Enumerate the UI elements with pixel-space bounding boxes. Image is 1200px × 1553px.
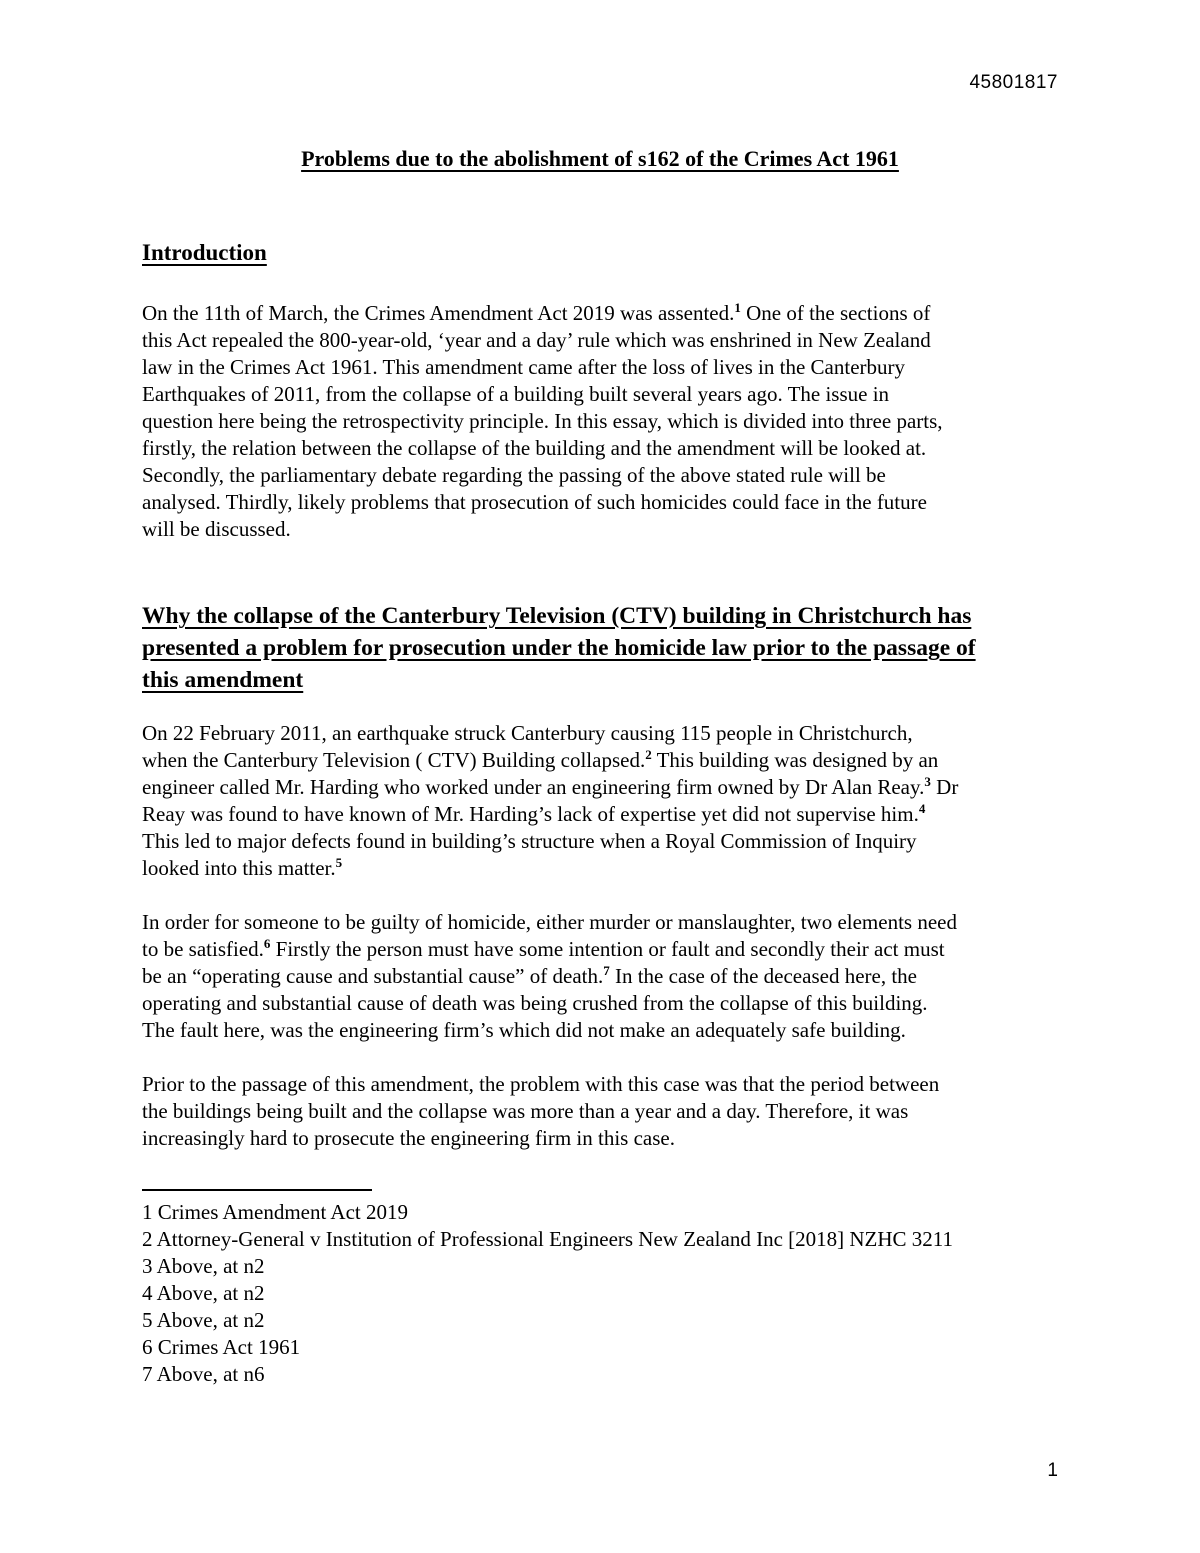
footnote-ref: 6 <box>263 936 271 951</box>
footnote-3: 3 Above, at n2 <box>142 1254 265 1278</box>
text-segment: On 22 February 2011, an earthquake struck Canterbury causing 115 people in Christchurch, when the Canterbury Television ( CTV) Building collapsed. <box>142 721 913 772</box>
footnote-ref: 4 <box>918 801 926 816</box>
ctv-collapse-paragraph <box>142 720 1058 882</box>
student-id: 45801817 <box>969 72 1058 93</box>
footnotes-list <box>142 1199 1058 1388</box>
page-number: 1 <box>1047 1460 1058 1481</box>
footnote-ref: 3 <box>924 774 931 789</box>
text-segment: This building was designed by an engineer called Mr. Harding who worked under an engineering firm owned by Dr Alan Reay. <box>142 748 939 799</box>
footnote-2: 2 Attorney-General v Institution of Professional Engineers New Zealand Inc [2018] NZHC 3211 <box>142 1227 954 1251</box>
text-segment: One of the sections of this Act repealed the 800-year-old, ‘year and a day’ rule which was enshrined in New Zealand law in the Crimes Act 1961. This amendment came after the loss of lives in the Canterbury Earthquakes of 2011, from the collapse of a building built several years ago. The issue in question here being the retrospectivity principle. In this essay, which is divided into three parts, firstly, the relation between the collapse of the building and the amendment will be looked at. Secondly, the parliamentary debate regarding the passing of the above stated rule will be analysed. Thirdly, likely problems that prosecution of such homicides could face in the future will be discussed. <box>142 301 943 541</box>
text-segment: This led to major defects found in building’s structure when a Royal Commission of Inquiry looked into this matter. <box>142 829 917 880</box>
prior-amendment-paragraph: Prior to the passage of this amendment, the problem with this case was that the period between the buildings being built and the collapse was more than a year and a day. Therefore, it was increasingly hard to prosecute the engineering firm in this case. <box>142 1072 940 1150</box>
text-segment: Firstly the person must have some intention or fault and secondly their act must be an “operating cause and substantial cause” of death. <box>142 937 945 988</box>
footnote-7: 7 Above, at n6 <box>142 1362 265 1386</box>
introduction-paragraph <box>142 300 1058 543</box>
footnote-4: 4 Above, at n2 <box>142 1281 265 1305</box>
footnote-1: 1 Crimes Amendment Act 2019 <box>142 1200 408 1224</box>
text-segment: On the 11th of March, the Crimes Amendment Act 2019 was assented. <box>142 301 735 325</box>
footnote-5: 5 Above, at n2 <box>142 1308 265 1332</box>
footnote-ref: 5 <box>335 855 343 870</box>
section-heading: Why the collapse of the Canterbury Television (CTV) building in Christchurch has presented a problem for prosecution under the homicide law prior to the passage of this amendment <box>142 603 976 693</box>
document-title: Problems due to the abolishment of s162 of the Crimes Act 1961 <box>301 146 899 171</box>
introduction-heading: Introduction <box>142 240 267 265</box>
footnote-6: 6 Crimes Act 1961 <box>142 1335 301 1359</box>
homicide-elements-paragraph <box>142 909 1058 1044</box>
text-segment: In order for someone to be guilty of homicide, either murder or manslaughter, two elements need to be satisfied. <box>142 910 957 961</box>
footnote-ref: 2 <box>645 747 652 762</box>
text-segment: Dr Reay was found to have known of Mr. Harding’s lack of expertise yet did not supervise him. <box>142 775 959 826</box>
footnote-ref: 1 <box>734 300 741 315</box>
footnote-separator <box>142 1189 372 1191</box>
text-segment: In the case of the deceased here, the operating and substantial cause of death was being crushed from the collapse of this building. The fault here, was the engineering firm’s which did not make an adequately safe building. <box>142 964 928 1042</box>
footnote-ref: 7 <box>603 963 610 978</box>
